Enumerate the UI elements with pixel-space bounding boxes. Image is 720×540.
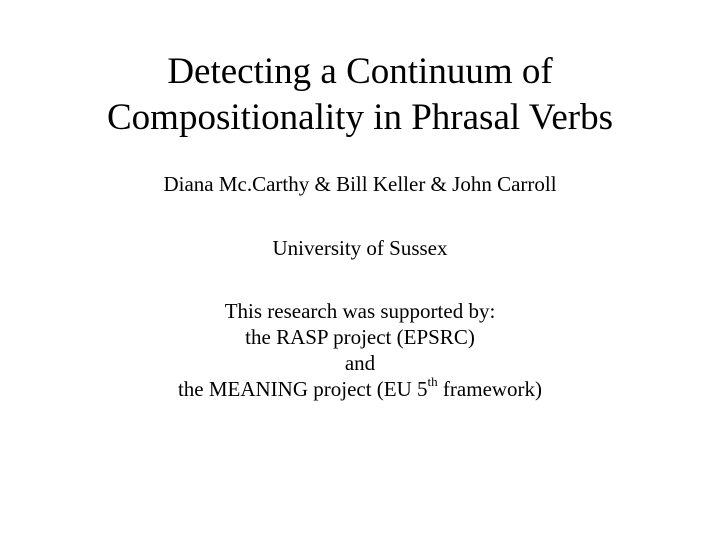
support-line-2: the RASP project (EPSRC)	[245, 325, 475, 349]
ordinal-superscript: th	[427, 374, 438, 389]
support-line-4-end: framework)	[437, 377, 543, 401]
title-line-1: Detecting a Continuum of	[167, 51, 553, 92]
slide-title	[0, 49, 720, 141]
support-line-3: and	[344, 351, 376, 375]
title-line-2: Compositionality in Phrasal Verbs	[106, 97, 613, 138]
affiliation-text: University of Sussex	[272, 236, 448, 260]
support-line-4	[0, 376, 720, 402]
support-line-4-main: the MEANING project (EU 5	[177, 377, 428, 401]
funding-acknowledgement	[0, 298, 720, 402]
authors-text: Diana Mc.Carthy & Bill Keller & John Carroll	[163, 172, 557, 196]
support-line-1: This research was supported by:	[224, 299, 496, 323]
